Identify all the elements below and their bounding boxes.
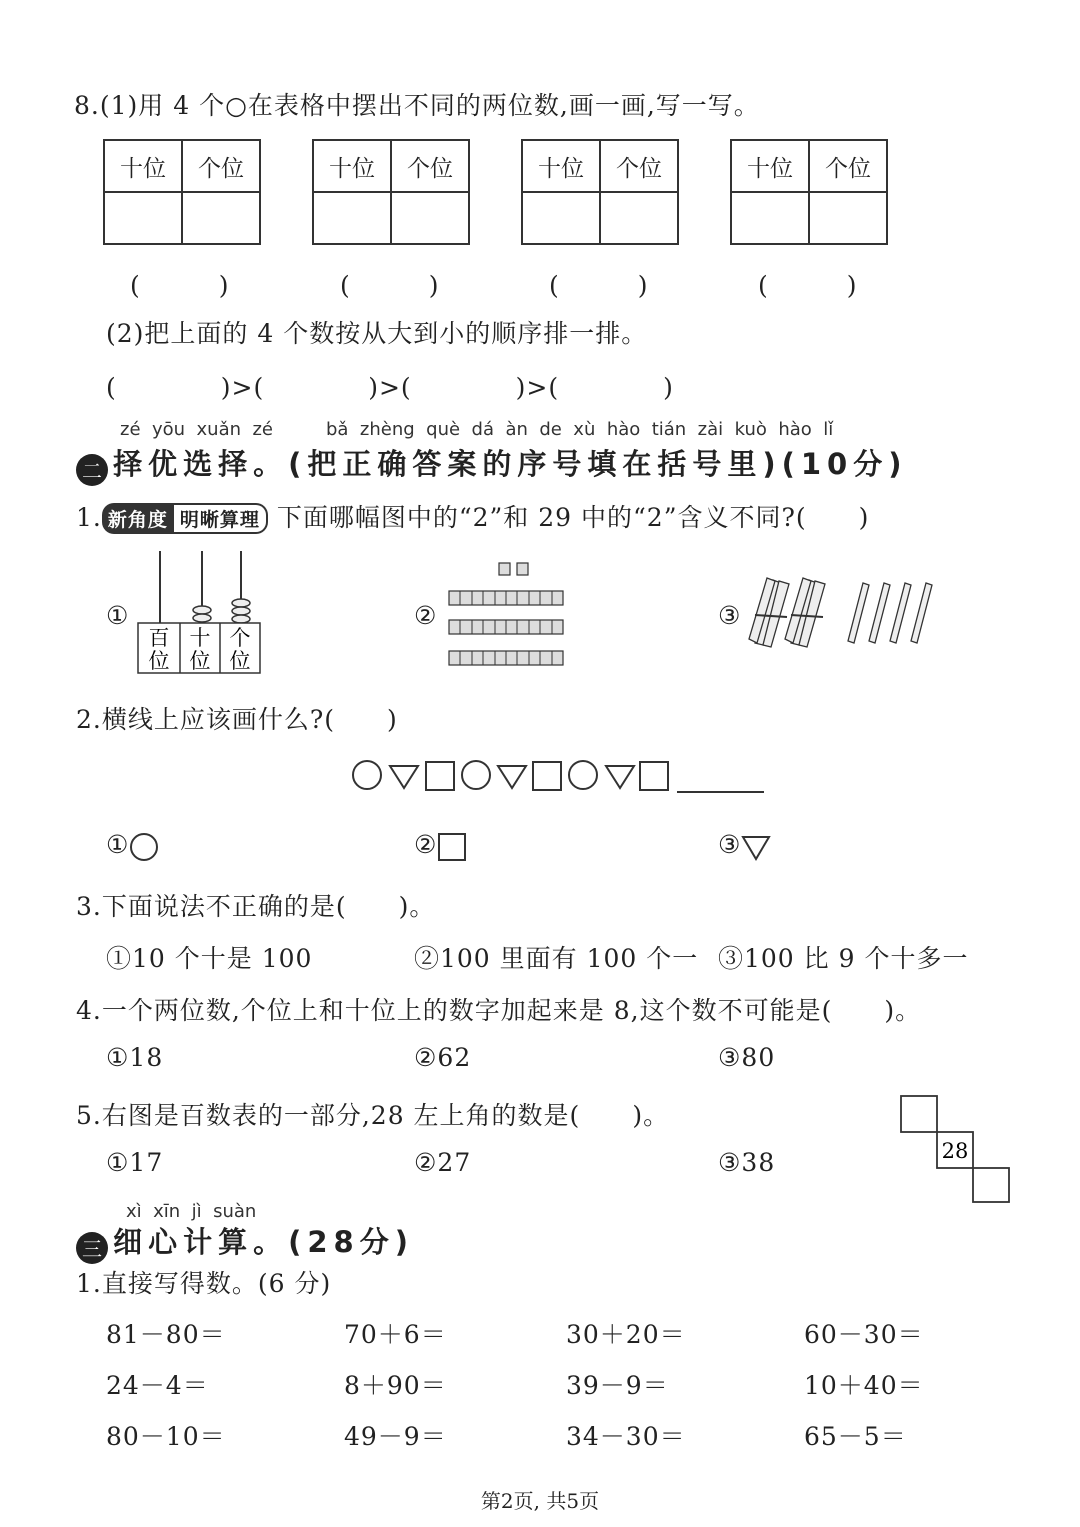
section3-title: 细心计算。(28分) [113, 1225, 414, 1259]
pinyin: dá [471, 419, 494, 440]
section2-heading [76, 442, 907, 486]
section2-title: 择优选择。(把正确答案的序号填在括号里)(10分) [113, 447, 908, 481]
q2-option-3[interactable] [718, 830, 775, 862]
tens-header: 十位 [732, 141, 810, 191]
q8-part1-text: 8.(1)用 4 个○在表格中摆出不同的两位数,画一画,写一写。 [74, 91, 760, 120]
triangle-icon [498, 766, 526, 788]
q8-part2-text: (2)把上面的 4 个数按从大到小的顺序排一排。 [106, 319, 648, 348]
pinyin: de [539, 419, 562, 440]
q4-option-1[interactable]: ①18 [106, 1043, 164, 1072]
place-value-table [312, 139, 470, 245]
circle-icon [569, 761, 597, 789]
pinyin: xì [126, 1201, 142, 1222]
ones-header: 个位 [198, 155, 244, 182]
pinyin: zhèng [359, 419, 415, 440]
abacus-label: 十 [189, 626, 211, 650]
option-marker[interactable]: ③ [718, 601, 742, 630]
pinyin: tián [651, 419, 687, 440]
q2-option-2[interactable] [414, 830, 471, 862]
calc-item[interactable]: 30＋20＝ [566, 1320, 686, 1349]
calc-item[interactable]: 80－10＝ [106, 1422, 226, 1451]
answer-blank[interactable]: ( ) [758, 271, 858, 300]
base-ten-blocks-figure [445, 558, 570, 670]
q5-option-3[interactable]: ③38 [718, 1148, 776, 1177]
abacus-label: 位 [189, 649, 211, 673]
tens-cell[interactable] [105, 193, 183, 245]
answer-blank[interactable]: ( ) [130, 271, 230, 300]
place-value-table [730, 139, 888, 245]
q1-line [76, 498, 869, 534]
abacus-figure [130, 548, 270, 678]
option-marker[interactable]: ② [414, 601, 438, 630]
ones-header: 个位 [825, 155, 871, 182]
square-icon [533, 762, 561, 790]
calc-item[interactable]: 65－5＝ [804, 1422, 907, 1451]
reasoning-tag: 明晰算理 [174, 503, 268, 534]
question-number: 1. [76, 503, 102, 532]
pinyin: àn [505, 419, 528, 440]
ones-cell[interactable] [601, 193, 677, 245]
circle-icon [353, 761, 381, 789]
q3-text: 3.下面说法不正确的是( )。 [76, 892, 436, 921]
tens-cell[interactable] [523, 193, 601, 245]
option-marker[interactable]: ① [106, 601, 130, 630]
square-icon [426, 762, 454, 790]
triangle-icon [390, 766, 418, 788]
calc-item[interactable]: 8＋90＝ [344, 1371, 447, 1400]
pinyin: suàn [213, 1201, 257, 1222]
ones-header: 个位 [407, 155, 453, 182]
q3-option-3[interactable]: ③100 比 9 个十多一 [718, 944, 969, 973]
section3-q1-text: 1.直接写得数。(6 分) [76, 1269, 332, 1298]
ones-cell[interactable] [392, 193, 468, 245]
tens-cell[interactable] [314, 193, 392, 245]
q2-text: 2.横线上应该画什么?( ) [76, 705, 398, 734]
triangle-icon [606, 766, 634, 788]
grid-number: 28 [941, 1139, 969, 1163]
square-icon [640, 762, 668, 790]
pinyin: jì [191, 1201, 202, 1222]
ones-cell[interactable] [183, 193, 259, 245]
ones-header: 个位 [616, 155, 662, 182]
pinyin: zé [120, 419, 141, 440]
q5-option-1[interactable]: ①17 [106, 1148, 164, 1177]
q2-option-1[interactable] [106, 830, 163, 862]
circle-icon [462, 761, 490, 789]
abacus-label: 个 [229, 626, 251, 650]
abacus-label: 位 [229, 649, 251, 673]
section2-pinyin [120, 419, 273, 440]
section3-heading [76, 1220, 414, 1264]
place-value-table [103, 139, 261, 245]
section-number-icon: 二 [76, 454, 108, 486]
section2-pinyin-b [326, 419, 833, 440]
pinyin: xuǎn [196, 419, 242, 440]
option-marker: ① [106, 830, 130, 859]
option-marker: ② [414, 830, 438, 859]
q1-text: 下面哪幅图中的“2”和 29 中的“2”含义不同?( ) [276, 503, 870, 532]
tens-header: 十位 [105, 141, 183, 191]
answer-blank[interactable]: ( ) [549, 271, 649, 300]
pinyin: bǎ [326, 419, 349, 440]
q4-text: 4.一个两位数,个位上和十位上的数字加起来是 8,这个数不可能是( )。 [76, 996, 922, 1025]
q3-option-2[interactable]: ②100 里面有 100 个一 [414, 944, 699, 973]
q5-text: 5.右图是百数表的一部分,28 左上角的数是( )。 [76, 1101, 670, 1130]
pinyin: zài [697, 419, 724, 440]
calc-item[interactable]: 10＋40＝ [804, 1371, 924, 1400]
pinyin: hào [606, 419, 641, 440]
calc-item[interactable]: 49－9＝ [344, 1422, 447, 1451]
q3-option-1[interactable]: ①10 个十是 100 [106, 944, 313, 973]
order-answer-line[interactable]: ( )>( )>( )>( ) [106, 373, 674, 402]
calc-item[interactable]: 24－4＝ [106, 1371, 209, 1400]
calc-item[interactable]: 39－9＝ [566, 1371, 669, 1400]
q4-option-2[interactable]: ②62 [414, 1043, 472, 1072]
circle-icon [129, 832, 159, 862]
new-angle-tag: 新角度 [102, 503, 174, 534]
section3-pinyin [126, 1201, 256, 1222]
pinyin: zé [252, 419, 273, 440]
option-marker: ③ [718, 830, 742, 859]
abacus-label: 位 [148, 649, 170, 673]
pinyin: xīn [153, 1201, 181, 1222]
tens-header: 十位 [523, 141, 601, 191]
tens-cell[interactable] [732, 193, 810, 245]
place-value-table [521, 139, 679, 245]
ones-cell[interactable] [810, 193, 886, 245]
section-number-icon: 三 [76, 1232, 108, 1264]
pinyin: kuò [734, 419, 767, 440]
tens-header: 十位 [314, 141, 392, 191]
hundred-chart-fragment [898, 1093, 1013, 1205]
page-footer: 第2页, 共5页 [480, 1489, 600, 1513]
q4-option-3[interactable]: ③80 [718, 1043, 776, 1072]
q5-option-2[interactable]: ②27 [414, 1148, 472, 1177]
pinyin: hào [778, 419, 812, 440]
pinyin: lǐ [823, 419, 834, 440]
shape-pattern [350, 758, 770, 798]
pinyin: què [426, 419, 461, 440]
triangle-icon [741, 832, 771, 862]
calc-item[interactable]: 70＋6＝ [344, 1320, 447, 1349]
sticks-bundle-figure [745, 575, 945, 650]
abacus-label: 百 [148, 626, 170, 650]
calc-item[interactable]: 81－80＝ [106, 1320, 226, 1349]
calc-item[interactable]: 34－30＝ [566, 1422, 686, 1451]
pinyin: yōu [151, 419, 186, 440]
pinyin: xù [573, 419, 596, 440]
calc-item[interactable]: 60－30＝ [804, 1320, 924, 1349]
answer-blank[interactable]: ( ) [340, 271, 440, 300]
square-icon [437, 832, 467, 862]
